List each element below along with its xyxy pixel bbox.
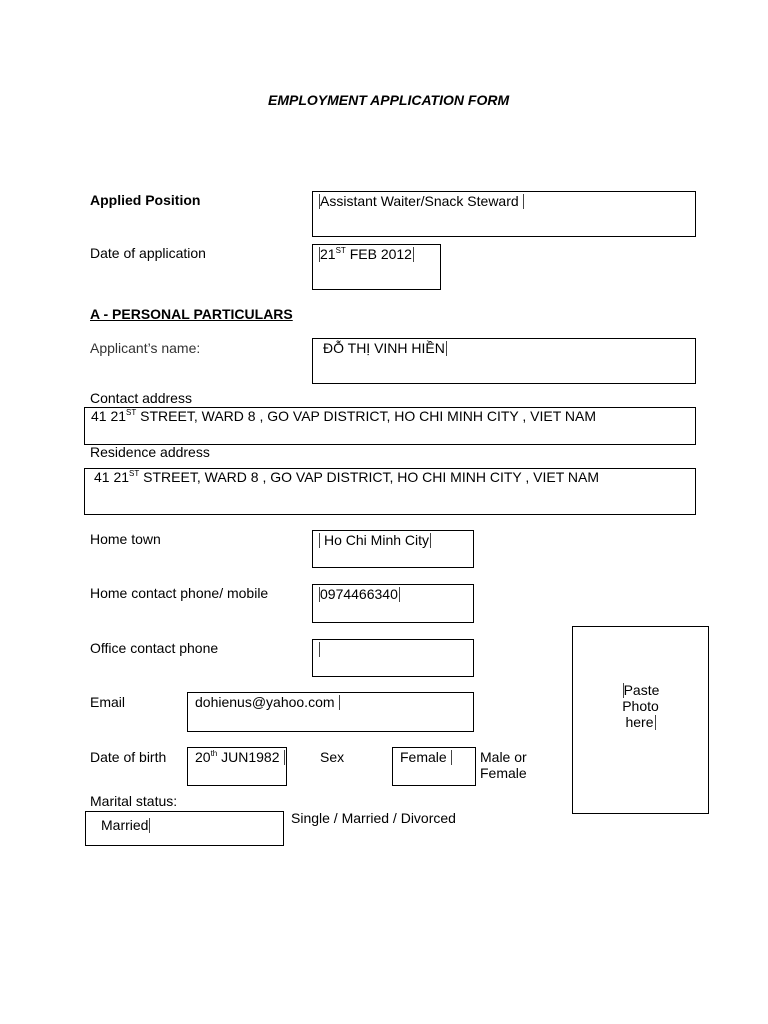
sex-value: Female (400, 749, 447, 765)
email-field[interactable] (187, 692, 474, 732)
contact-address-rest: STREET, WARD 8 , GO VAP DISTRICT, HO CHI MINH CITY , VIET NAM (136, 408, 597, 424)
text-caret (149, 818, 150, 833)
office-phone-label: Office contact phone (90, 640, 219, 656)
sex-hint-line-2: Female (480, 765, 527, 781)
contact-address-field[interactable] (84, 407, 696, 445)
applicant-name-field[interactable] (312, 338, 696, 384)
photo-line-3: here (625, 714, 654, 730)
sex-label: Sex (320, 749, 345, 765)
applied-position-value: Assistant Waiter/Snack Steward (320, 193, 519, 209)
applied-position-label: Applied Position (90, 192, 201, 208)
date-of-birth-field[interactable] (187, 747, 287, 786)
date-of-birth-rest: JUN1982 (217, 749, 280, 765)
date-of-application-label: Date of application (90, 245, 206, 261)
text-caret (339, 695, 340, 710)
section-a-heading: A - PERSONAL PARTICULARS (90, 306, 293, 322)
home-phone-field[interactable] (312, 584, 474, 623)
date-of-application-day: 21 (320, 246, 336, 262)
date-of-birth-label: Date of birth (90, 749, 167, 765)
residence-address-rest: STREET, WARD 8 , GO VAP DISTRICT, HO CHI MINH CITY , VIET NAM (139, 469, 600, 485)
text-caret (523, 194, 524, 209)
home-phone-label: Home contact phone/ mobile (90, 585, 269, 601)
applied-position-field[interactable] (312, 191, 696, 237)
applicant-name-value: ĐỖ THỊ VINH HIỀN (323, 340, 445, 356)
home-phone-value: 0974466340 (320, 586, 398, 602)
date-of-application-suffix: ST (335, 246, 346, 255)
applicant-name-label: Applicant’s name: (90, 340, 201, 356)
residence-address-label: Residence address (90, 444, 210, 460)
office-phone-field[interactable] (312, 639, 474, 677)
home-town-value: Ho Chi Minh City (324, 532, 430, 548)
marital-status-field[interactable] (85, 811, 284, 846)
marital-status-options: Single / Married / Divorced (291, 810, 456, 826)
photo-line-1: Paste (623, 682, 660, 698)
home-town-field[interactable] (312, 530, 474, 568)
text-caret (319, 533, 320, 548)
email-label: Email (90, 694, 126, 710)
date-of-application-rest: FEB 2012 (349, 246, 412, 262)
photo-placeholder[interactable] (572, 626, 709, 814)
residence-address-suffix: ST (129, 469, 140, 478)
text-caret (319, 642, 320, 657)
marital-status-label: Marital status: (90, 793, 178, 809)
text-caret (284, 750, 285, 765)
text-caret (655, 715, 656, 730)
date-of-application-field[interactable] (312, 244, 441, 290)
text-caret (446, 341, 447, 356)
contact-address-num: 41 21 (91, 408, 127, 424)
home-town-label: Home town (90, 531, 161, 547)
contact-address-suffix: ST (126, 408, 137, 417)
text-caret (413, 247, 414, 262)
text-caret (430, 533, 431, 548)
sex-hint-line-1: Male or (480, 749, 527, 765)
contact-address-label: Contact address (90, 390, 192, 406)
email-value: dohienus@yahoo.com (195, 694, 335, 710)
text-caret (399, 587, 400, 602)
sex-field[interactable] (392, 747, 476, 786)
date-of-birth-suffix: th (210, 749, 218, 758)
photo-line-2: Photo (622, 698, 659, 714)
form-title: EMPLOYMENT APPLICATION FORM (268, 92, 510, 108)
date-of-birth-day: 20 (195, 749, 211, 765)
marital-status-value: Married (101, 817, 149, 833)
residence-address-field[interactable] (84, 468, 696, 515)
text-caret (451, 750, 452, 765)
residence-address-num: 41 21 (94, 469, 130, 485)
